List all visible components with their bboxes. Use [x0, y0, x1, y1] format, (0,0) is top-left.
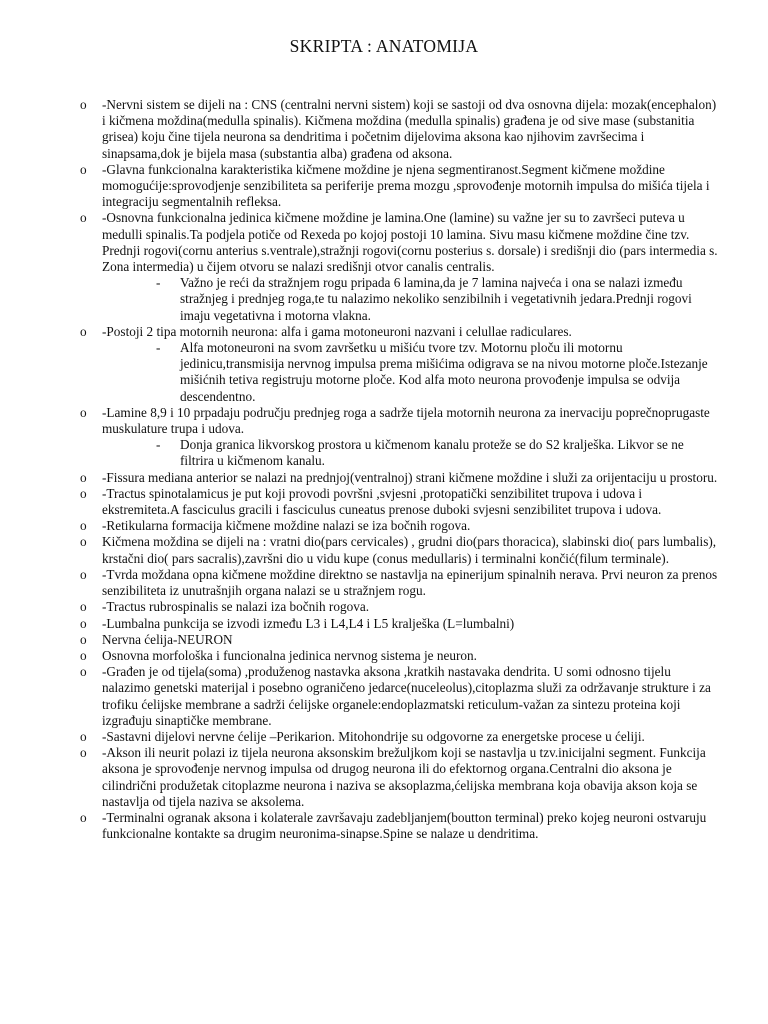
- bullet-item: [70, 534, 720, 566]
- bullet-text: -Akson ili neurit polazi iz tijela neurona aksonskim brežuljkom koji se nastavlja u tzv.inicijalni segment. Funkcija aksona je sprovođenje nervnog impulsa od drugog neurona ili do efektornog organa.Centralni dio aksona je cilindrični produžetak citoplazme neurona i naziva se aksoplazma,ćelijska membrana koja obavija akson koja se nastavlja od tijela naziva se aksolema.: [102, 745, 706, 809]
- bullet-text: Kičmena moždina se dijeli na : vratni dio(pars cervicales) , grudni dio(pars thoracica), slabinski dio( pars lumbalis), krstačni dio( pars sacralis),završni dio u vidu kupe (conus medullaris) i terminalni končić(filum terminale).: [102, 534, 717, 566]
- bullet-item: [70, 729, 720, 745]
- bullet-text: -Građen je od tijela(soma) ,produženog nastavka aksona ,kratkih nastavaka dendrita. U somi odnosno tijelu nalazimo genetski materijal i posebno ograničeno jedarce(nuceleolus),citoplazma služi za održavanje strukture i za trofiku ćelijske membrane a sadrži ćelijske organele:endoplazmatski reticulum-važan za sintezu proteina koji izgrađuju sinaptičke membrane.: [102, 664, 711, 728]
- sub-bullet-item: - Alfa motoneuroni na svom završetku u mišiću tvore tzv. Motornu ploču ili motornu jedinicu,transmisija nervnog impulsa prema mišićima odigrava se na nivou motorne ploče.Istezanje mišićnih tetiva registruju motorne ploče. Kod alfa moto neurona provođenje impulsa se odvija descendentno.: [148, 340, 720, 405]
- bullet-item: [70, 210, 720, 323]
- bullet-text: -Tvrda moždana opna kičmene moždine direktno se nastavlja na epinerijum spinalnih nerava. Prvi neuron za prenos senzibiliteta iz unutrašnjih organa nalazi se u stražnjem rogu.: [102, 566, 718, 599]
- bullet-text: Osnovna morfološka i funcionalna jedinica nervnog sistema je neuron.: [102, 647, 477, 663]
- bullet-text: -Sastavni dijelovi nervne ćelije –Perikarion. Mitohondrije su odgovorne za energetske procese u ćeliji.: [102, 728, 645, 744]
- bullet-item: [70, 664, 720, 729]
- sub-bullet-list: [102, 437, 720, 469]
- bullet-item: [70, 632, 720, 648]
- bullet-text: -Lamine 8,9 i 10 prpadaju području prednjeg roga a sadrže tijela motornih neurona za inervaciju poprečnoprugaste muskulature trupa i udova.: [102, 404, 710, 437]
- bullet-item: [70, 486, 720, 518]
- sub-bullet-list: [102, 275, 720, 324]
- bullet-text: -Osnovna funkcionalna jedinica kičmene moždine je lamina.One (lamine) su važne jer su to završeci puteva u medulli spinalis.Ta podjela potiče od Rexeda po kojoj postoji 10 lamina. Sivu masu kičmene moždine čine tzv. Prednji rogovi(cornu anterius s.ventrale),stražnji rogovi(cornu posterius s. dorsale) i središnji dio (pars intermedia s. Zona intermedia) u čijem otvoru se nalazi središnji otvor canalis centralis.: [102, 210, 718, 275]
- sub-bullet-item: - Važno je reći da stražnjem rogu pripada 6 lamina,da je 7 lamina najveća i ona se nalazi između stražnjeg i prednjeg roga,te tu nalazimo nekoliko senzibilnih i vegetativnih jedara.Prednji rogovi imaju vegetativna i motorna vlakna.: [148, 275, 720, 324]
- bullet-item: [70, 648, 720, 664]
- bullet-text: -Lumbalna punkcija se izvodi između L3 i L4,L4 i L5 kralješka (L=lumbalni): [102, 615, 515, 631]
- bullet-item: [70, 97, 720, 162]
- bullet-item: [70, 599, 720, 615]
- bullet-text: -Tractus rubrospinalis se nalazi iza bočnih rogova.: [102, 599, 370, 615]
- bullet-text: -Fissura mediana anterior se nalazi na prednjoj(ventralnoj) strani kičmene moždine i služi za orijentaciju u prostoru.: [102, 469, 718, 485]
- bullet-item: [70, 567, 720, 599]
- bullet-item: [70, 745, 720, 810]
- bullet-item: [70, 405, 720, 470]
- sub-bullet-item: - Donja granica likvorskog prostora u kičmenom kanalu proteže se do S2 kralješka. Likvor se ne filtrira u kičmenom kanalu.: [148, 437, 720, 469]
- bullet-text: Nervna ćelija-NEURON: [102, 631, 233, 647]
- bullet-item: [70, 470, 720, 486]
- bullet-text: -Glavna funkcionalna karakteristika kičmene moždine je njena segmentiranost.Segment kičmene moždine momogućije:sprovodjenje senzibiliteta sa periferije prema mozgu ,sprovođenje motornih impulsa do mišića tijela i integraciju segmentalnih refleksa.: [102, 161, 710, 210]
- bullet-item: [70, 324, 720, 405]
- bullet-item: [70, 810, 720, 842]
- bullet-item: [70, 162, 720, 211]
- bullet-list: [70, 97, 720, 842]
- bullet-item: [70, 616, 720, 632]
- document-title: SKRIPTA : ANATOMIJA: [289, 36, 479, 56]
- bullet-text: -Nervni sistem se dijeli na : CNS (centralni nervni sistem) koji se sastoji od dva osnovna dijela: mozak(encephalon) i kičmena moždina(medulla spinalis). Kičmena moždina (medulla spinalis) građena je od sive mase (substanitia grisea) koju čine tijela neurona sa dendritima i početnim dijelovima aksona kao njihovim završecima i sinapsama,dok je bijela masa (substantia alba) građena od aksona.: [102, 97, 717, 161]
- bullet-item: [70, 518, 720, 534]
- bullet-text: -Tractus spinotalamicus je put koji provodi površni ,svjesni ,protopatički senzibilitet trupova i udova i ekstremiteta.A fasciculus gracili i fasciculus cuneatus prenose duboki svjesni senzibilitet trupova i udova.: [102, 485, 662, 518]
- sub-bullet-list: [102, 340, 720, 405]
- bullet-text: -Postoji 2 tipa motornih neurona: alfa i gama motoneuroni nazvani i celullae radiculares.: [102, 323, 572, 339]
- bullet-text: -Retikularna formacija kičmene moždine nalazi se iza bočnih rogova.: [102, 518, 471, 534]
- bullet-text: -Terminalni ogranak aksona i kolaterale završavaju zadebljanjem(boutton terminal) preko kojeg neuroni ostvaruju funkcionalne kontakte sa drugim neuronima-sinapse.Spine se nalaze u dendritima.: [102, 809, 707, 842]
